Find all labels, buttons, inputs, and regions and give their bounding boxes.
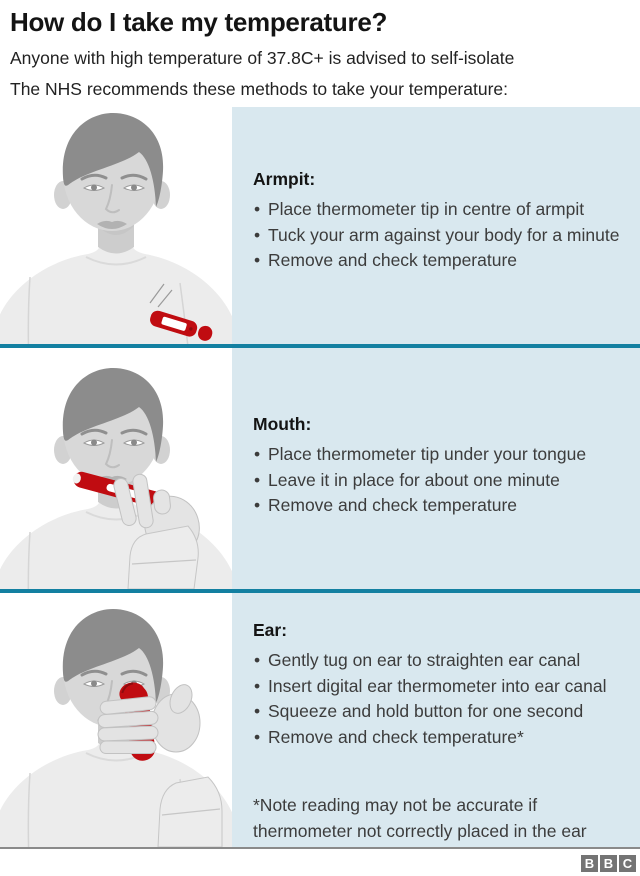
- person-ear-thermometer-icon: [0, 593, 232, 847]
- ear-illustration: [0, 593, 232, 847]
- ear-heading: Ear:: [253, 620, 288, 640]
- mouth-step: • Remove and check temperature: [253, 493, 626, 519]
- armpit-step: • Remove and check temperature: [253, 248, 626, 274]
- person-armpit-thermometer-icon: [0, 107, 232, 344]
- mouth-step: • Leave it in place for about one minute: [253, 468, 626, 494]
- armpit-steps: [253, 197, 626, 274]
- armpit-step: • Tuck your arm against your body for a minute: [253, 223, 626, 249]
- armpit-panel: [232, 107, 640, 344]
- armpit-illustration: [0, 107, 232, 344]
- ear-steps: [253, 648, 626, 750]
- header: [0, 0, 640, 107]
- ear-step: • Squeeze and hold button for one second: [253, 699, 626, 725]
- mouth-step: • Place thermometer tip under your tongue: [253, 442, 626, 468]
- page-title: How do I take my temperature?: [10, 7, 388, 37]
- accuracy-note: *Note reading may not be accurate if thermometer not correctly placed in the ear: [253, 795, 587, 841]
- section-ear: [0, 593, 640, 847]
- armpit-heading: Armpit:: [253, 169, 316, 189]
- ear-step: • Remove and check temperature*: [253, 725, 626, 751]
- bbc-logo-letter: B: [600, 855, 617, 872]
- section-mouth: [0, 348, 640, 589]
- armpit-step: • Place thermometer tip in centre of armpit: [253, 197, 626, 223]
- mouth-illustration: [0, 348, 232, 589]
- subtitle-nhs: The NHS recommends these methods to take your temperature:: [10, 79, 509, 99]
- bbc-logo-letter: C: [619, 855, 636, 872]
- ear-step: • Insert digital ear thermometer into ear canal: [253, 674, 626, 700]
- subtitle-isolation: Anyone with high temperature of 37.8C+ is advised to self-isolate: [10, 48, 515, 68]
- person-mouth-thermometer-icon: [0, 348, 232, 589]
- bbc-logo-letter: B: [581, 855, 598, 872]
- ear-panel: [232, 593, 640, 847]
- footer: [0, 849, 640, 876]
- bbc-logo: [581, 855, 636, 872]
- mouth-steps: [253, 442, 626, 519]
- mouth-heading: Mouth:: [253, 414, 312, 434]
- ear-step: • Gently tug on ear to straighten ear canal: [253, 648, 626, 674]
- mouth-panel: [232, 348, 640, 589]
- section-armpit: [0, 107, 640, 344]
